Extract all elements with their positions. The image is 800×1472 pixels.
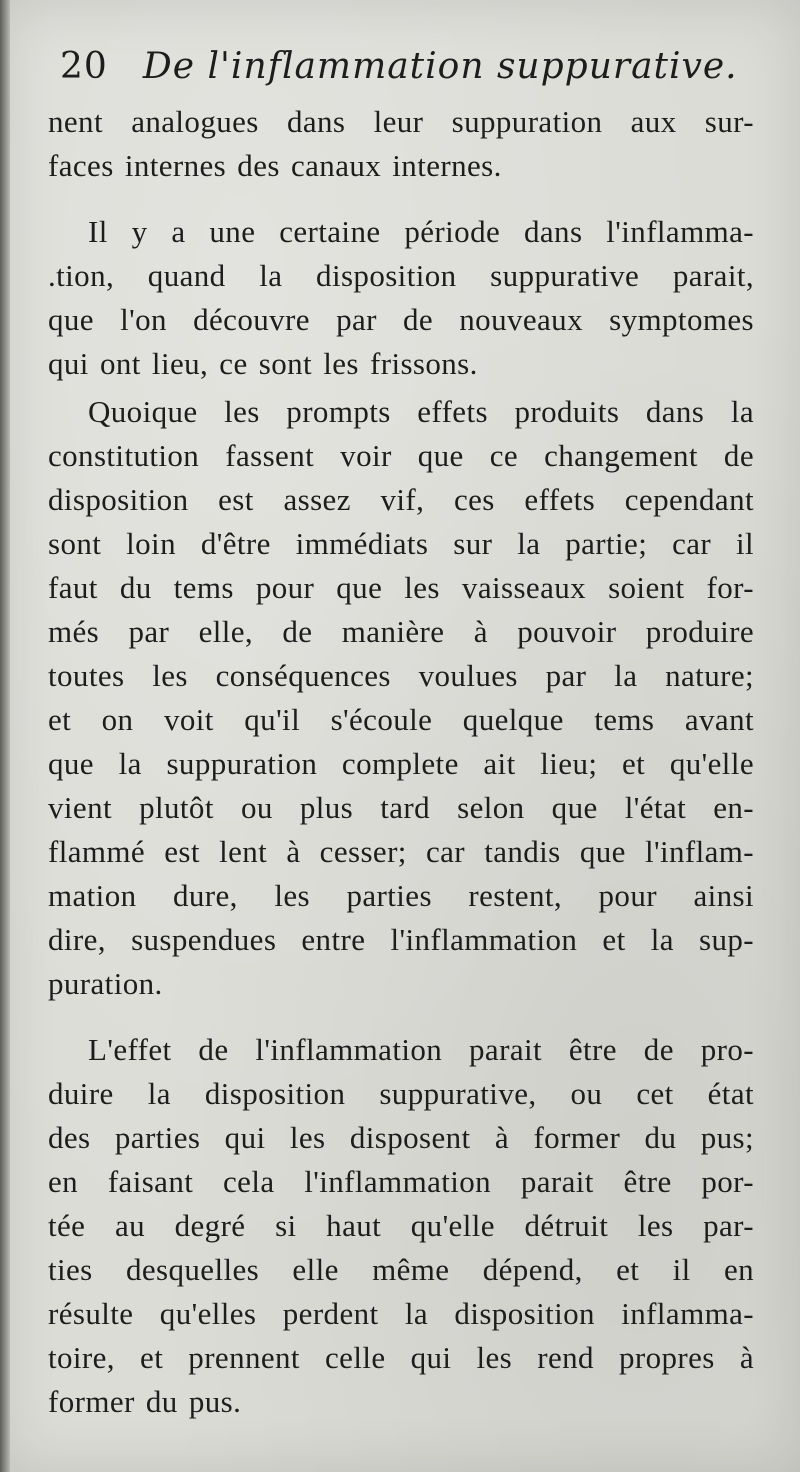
text-line: qui ont lieu, ce sont les frissons. (48, 346, 478, 381)
text-line: mation dure, les parties restent, pour ainsi (48, 878, 754, 913)
text-line: Quoique les prompts effets produits dans la (88, 394, 754, 429)
text-line: sont loin d'être immédiats sur la partie; car il (48, 526, 754, 561)
text-line: disposition est assez vif, ces effets cependant (48, 482, 754, 517)
text-line: ties desquelles elle même dépend, et il en (48, 1252, 754, 1287)
page-body (48, 100, 754, 1424)
text-line: constitution fassent voir que ce changement de (48, 438, 754, 473)
text-line: des parties qui les disposent à former du pus; (48, 1120, 754, 1155)
text-line: toire, et prennent celle qui les rend propres à (48, 1340, 754, 1375)
text-line: duire la disposition suppurative, ou cet état (48, 1076, 754, 1111)
text-line: et on voit qu'il s'écoule quelque tems avant (48, 702, 754, 737)
text-line: flammé est lent à cesser; car tandis que l'inflam- (48, 834, 754, 869)
text-line: puration. (48, 966, 163, 1001)
paragraph (48, 390, 754, 1006)
text-line: faut du tems pour que les vaisseaux soient for- (48, 570, 754, 605)
text-line: vient plutôt ou plus tard selon que l'état en- (48, 790, 754, 825)
text-line: L'effet de l'inflammation parait être de pro- (88, 1032, 754, 1067)
text-line: former du pus. (48, 1384, 242, 1419)
page-binding-edge (0, 0, 10, 1472)
page-number: 20 (60, 46, 108, 87)
text-line: més par elle, de manière à pouvoir produire (48, 614, 754, 649)
text-line: que la suppuration complete ait lieu; et qu'elle (48, 746, 754, 781)
text-line: dire, suspendues entre l'inflammation et la sup- (48, 922, 754, 957)
paragraph (48, 100, 754, 188)
paragraph (48, 210, 754, 386)
text-line: .tion, quand la disposition suppurative parait, (48, 258, 754, 293)
running-title: De l'inflammation suppurative. (142, 46, 738, 87)
text-line: tée au degré si haut qu'elle détruit les par- (48, 1208, 754, 1243)
text-line: toutes les conséquences voulues par la nature; (48, 658, 754, 693)
text-line: faces internes des canaux internes. (48, 148, 502, 183)
paragraph (48, 1028, 754, 1424)
text-line: nent analogues dans leur suppuration aux sur- (48, 104, 754, 139)
text-line: que l'on découvre par de nouveaux symptomes (48, 302, 754, 337)
text-line: résulte qu'elles perdent la disposition inflamma- (48, 1296, 754, 1331)
page-header (60, 46, 760, 106)
text-line: en faisant cela l'inflammation parait être por- (48, 1164, 754, 1199)
text-line: Il y a une certaine période dans l'inflamma- (88, 214, 754, 249)
